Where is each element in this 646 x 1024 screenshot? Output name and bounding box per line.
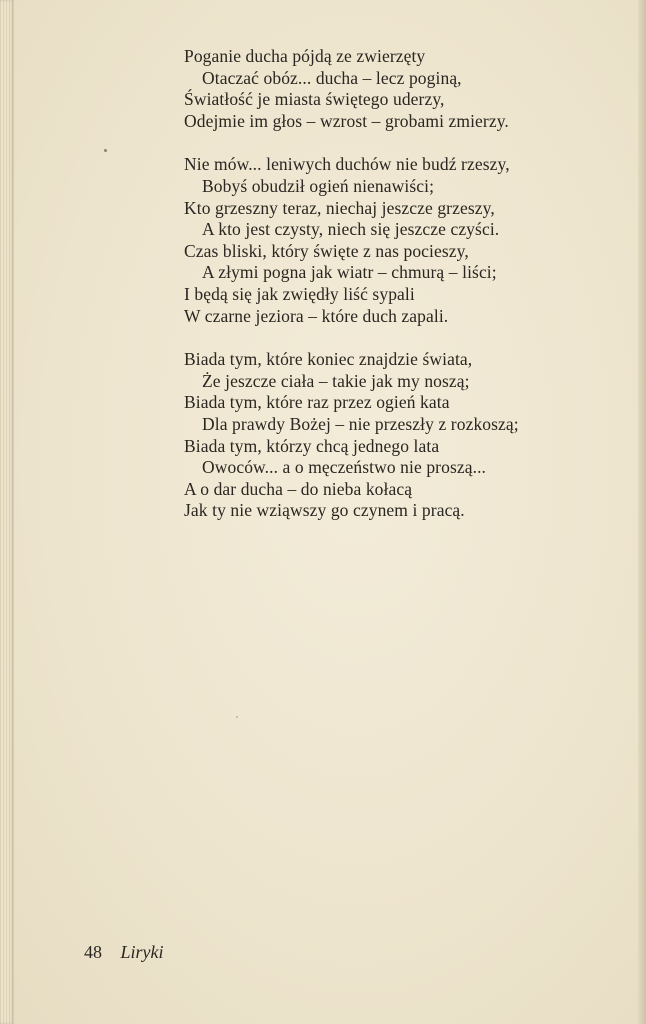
verse-line: Czas bliski, który święte z nas pocieszy, <box>184 240 469 261</box>
stanza <box>184 154 604 327</box>
verse-line: A o dar ducha – do nieba kołacą <box>184 478 413 499</box>
verse-line: I będą się jak zwiędły liść sypali <box>184 283 415 304</box>
stanza-gap <box>184 327 604 349</box>
verse-line: Jak ty nie wziąwszy go czynem i pracą. <box>184 500 465 521</box>
verse-line: W czarne jeziora – które duch zapali. <box>184 305 449 326</box>
verse-line: Owoców... a o męczeństwo nie proszą... <box>202 457 487 478</box>
paper-speck <box>236 716 238 718</box>
page-gutter <box>0 0 14 1024</box>
page-number: 48 <box>84 942 102 962</box>
verse-line: Dla prawdy Bożej – nie przeszły z rozkoszą; <box>202 413 519 434</box>
verse-line: Biada tym, którzy chcą jednego lata <box>184 435 440 456</box>
verse-line: Bobyś obudził ogień nienawiści; <box>202 175 435 196</box>
verse-line: Nie mów... leniwych duchów nie budź rzeszy, <box>184 154 510 175</box>
verse-line: Poganie ducha pójdą ze zwierzęty <box>184 46 426 66</box>
verse-line: Biada tym, które raz przez ogień kata <box>184 392 450 413</box>
page-footer <box>84 942 164 963</box>
poem-text <box>184 46 604 522</box>
verse-line: Otaczać obóz... ducha – lecz poginą, <box>202 67 462 88</box>
verse-line: A złymi pogna jak wiatr – chmurą – liści; <box>202 262 497 283</box>
paper-speck <box>104 149 107 152</box>
verse-line: Światłość je miasta świętego uderzy, <box>184 89 445 110</box>
verse-line: A kto jest czysty, niech się jeszcze czyści. <box>202 219 500 240</box>
page-edge <box>638 0 646 1024</box>
verse-line: Biada tym, które koniec znajdzie świata, <box>184 349 473 370</box>
verse-line: Odejmie im głos – wzrost – grobami zmierzy. <box>184 110 509 131</box>
verse-line: Że jeszcze ciała – takie jak my noszą; <box>202 370 470 391</box>
running-title: Liryki <box>120 942 164 962</box>
stanza <box>184 349 604 522</box>
verse-line: Kto grzeszny teraz, niechaj jeszcze grzeszy, <box>184 197 495 218</box>
stanza <box>184 46 604 132</box>
stanza-gap <box>184 132 604 154</box>
